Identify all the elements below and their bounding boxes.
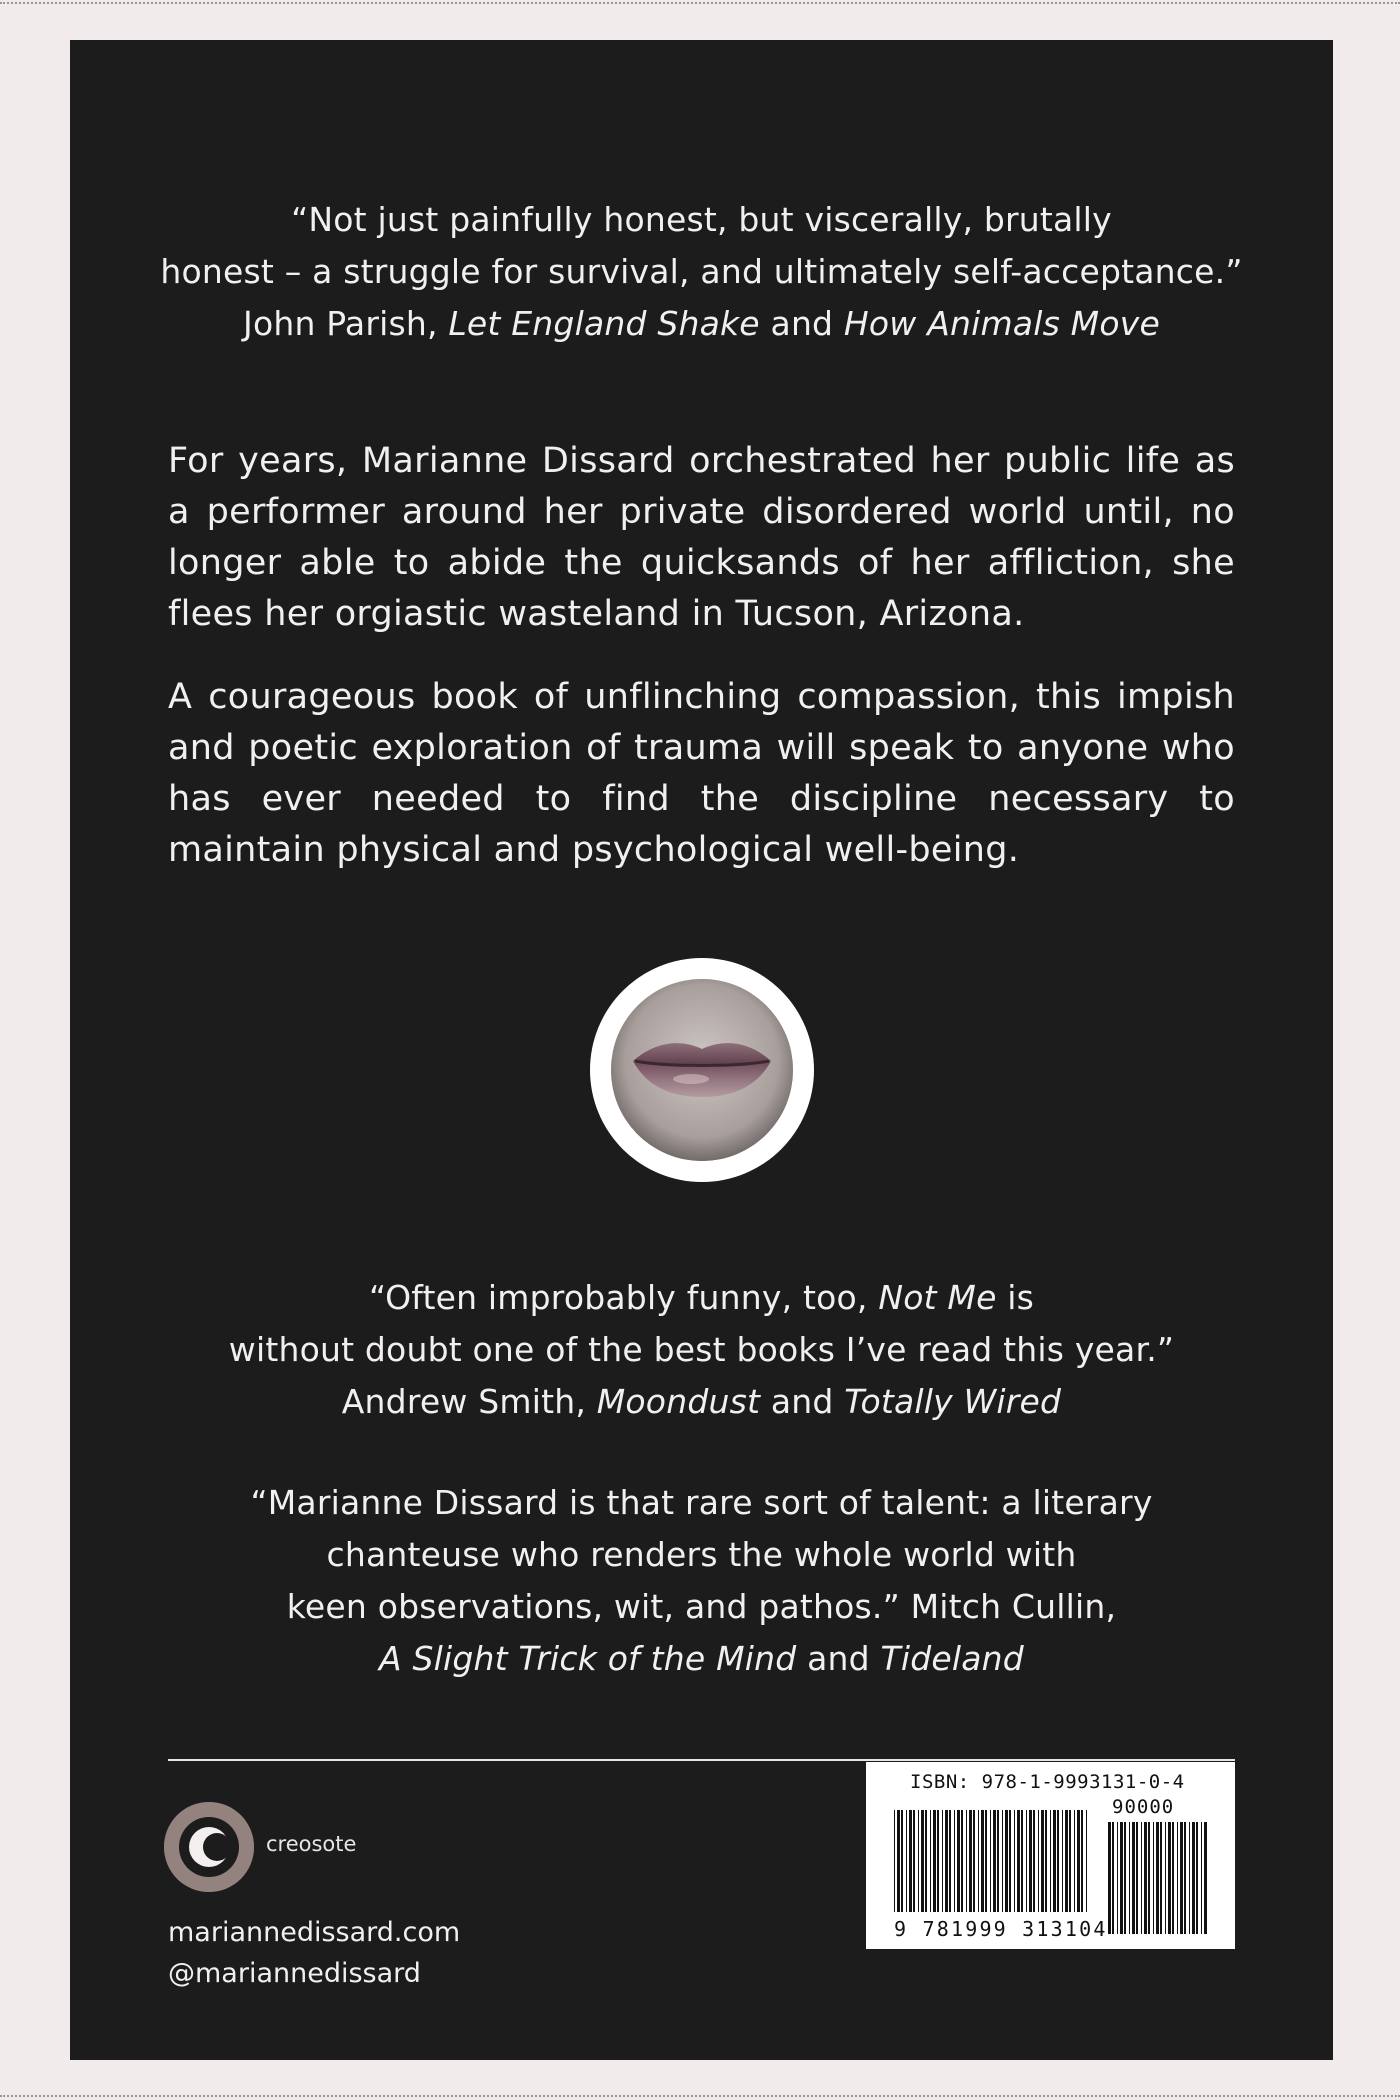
barcode-bar — [1053, 1810, 1056, 1912]
price-addon-number: 90000 — [1112, 1796, 1175, 1818]
logo-mark — [164, 1802, 254, 1892]
quote-line: “Marianne Dissard is that rare sort of talent: a literary — [250, 1483, 1153, 1522]
barcode-bar — [901, 1810, 903, 1912]
quote-john-parish — [70, 194, 1333, 350]
barcode-bar — [1017, 1810, 1020, 1912]
bottom-dotted-border — [0, 2095, 1400, 2097]
barcode-bar — [1002, 1810, 1003, 1912]
blurb-text: A courageous book of unflinching compassion, this impish and poetic exploration of trauma will speak to anyone who has ever needed to find the discipline necessary to maintain physical and psychological well-being. — [168, 677, 1235, 870]
barcode-bar — [942, 1810, 943, 1912]
barcode-bar — [1153, 1822, 1154, 1934]
barcode-bar — [1086, 1810, 1087, 1912]
barcode-bar — [937, 1810, 939, 1912]
barcode-bar — [1081, 1810, 1083, 1912]
website-link[interactable]: mariannedissard.com — [168, 1917, 461, 1948]
isbn-label: ISBN: 978-1-9993131-0-4 — [910, 1771, 1185, 1793]
barcode-bar — [1120, 1822, 1123, 1934]
barcode-bar — [969, 1810, 972, 1912]
barcode-bar — [1026, 1810, 1027, 1912]
attribution-work: Tideland — [880, 1639, 1024, 1678]
barcode-bar — [1168, 1822, 1171, 1934]
barcode-bar — [897, 1810, 900, 1912]
barcode-bar — [1136, 1822, 1138, 1934]
barcode-bar — [1201, 1822, 1202, 1934]
blurb-text: For years, Marianne Dissard orchestrated her public life as a performer around her private disordered world until, no longer able to abide the quicksands of her affliction, she flees her orgiastic wasteland in Tucson, Arizona. — [168, 441, 1235, 634]
quote-line — [70, 1272, 1333, 1324]
publisher-name: creosote — [266, 1832, 357, 1856]
quote-attribution — [70, 298, 1333, 350]
barcode-bar — [1117, 1822, 1118, 1934]
barcode-bar — [921, 1810, 924, 1912]
attribution-work: Let England Shake — [448, 304, 760, 343]
barcode-bar — [1029, 1810, 1032, 1912]
barcode-bar — [1148, 1822, 1150, 1934]
barcode-bar — [1077, 1810, 1080, 1912]
quote-line: keen observations, wit, and pathos.” Mitch Cullin, — [286, 1587, 1117, 1626]
attribution-work: How Animals Move — [843, 304, 1160, 343]
barcode-bar — [957, 1810, 960, 1912]
barcode-bar — [1192, 1822, 1195, 1934]
quote-attribution — [70, 1376, 1333, 1428]
barcode-bar — [909, 1810, 912, 1912]
barcode-bar — [933, 1810, 936, 1912]
author-contact — [168, 1912, 460, 1994]
barcode-bar — [1129, 1822, 1130, 1934]
barcode-bar — [1057, 1810, 1059, 1912]
barcode-bar — [1156, 1822, 1159, 1934]
attribution-work: Totally Wired — [844, 1382, 1062, 1421]
quote-line: chanteuse who renders the whole world with — [326, 1535, 1077, 1574]
barcode-bar — [1065, 1810, 1068, 1912]
barcode-bar — [1204, 1822, 1207, 1934]
barcode-bar — [993, 1810, 996, 1912]
barcode-bar — [1033, 1810, 1035, 1912]
quote-line: “Not just painfully honest, but viscerally, brutally — [291, 200, 1112, 239]
barcode-bar — [949, 1810, 951, 1912]
barcode-bar — [1172, 1822, 1174, 1934]
isbn-barcode — [866, 1762, 1235, 1949]
barcode-bar — [1144, 1822, 1147, 1934]
barcode-bar — [1196, 1822, 1198, 1934]
barcode-bar — [990, 1810, 991, 1912]
barcode-bar — [1177, 1822, 1178, 1934]
quote-line: without doubt one of the best books I’ve read this year.” — [228, 1330, 1175, 1369]
quote-attribution — [70, 1633, 1333, 1685]
top-dotted-border — [0, 2, 1400, 4]
barcode-bar — [1021, 1810, 1023, 1912]
barcode-bar — [925, 1810, 927, 1912]
barcode-bar — [1112, 1822, 1114, 1934]
barcode-bar — [918, 1810, 919, 1912]
barcode-bar — [1124, 1822, 1126, 1934]
barcode-bar — [1132, 1822, 1135, 1934]
barcode-bar — [1184, 1822, 1186, 1934]
barcode-bar — [1041, 1810, 1044, 1912]
barcode-bar — [1069, 1810, 1071, 1912]
lips-illustration — [611, 979, 793, 1161]
barcode-bar — [906, 1810, 907, 1912]
social-handle[interactable]: @mariannedissard — [168, 1958, 421, 1989]
barcode-bar — [961, 1810, 963, 1912]
barcode-bar — [985, 1810, 987, 1912]
back-cover — [70, 40, 1333, 2060]
barcode-bar — [954, 1810, 955, 1912]
barcode-bar — [1180, 1822, 1183, 1934]
barcode-bar — [1074, 1810, 1075, 1912]
quote-line: honest – a struggle for survival, and ultimately self-acceptance.” — [160, 252, 1243, 291]
barcode-bar — [1165, 1822, 1166, 1934]
barcode-bar — [1038, 1810, 1039, 1912]
quote-mitch-cullin — [70, 1477, 1333, 1685]
divider-rule — [168, 1759, 1235, 1761]
book-title: Not Me — [878, 1278, 997, 1317]
attribution-and: and — [796, 1639, 881, 1678]
barcode-bar — [945, 1810, 948, 1912]
barcode-bar — [1160, 1822, 1162, 1934]
barcode-bar — [973, 1810, 975, 1912]
barcode-bar — [913, 1810, 915, 1912]
barcode-bar — [1050, 1810, 1051, 1912]
barcode-bar — [981, 1810, 984, 1912]
barcode-bar — [1045, 1810, 1047, 1912]
quote-text: is — [996, 1278, 1035, 1317]
barcode-bar — [1108, 1822, 1111, 1934]
barcode-bar — [1062, 1810, 1063, 1912]
portrait-image — [611, 979, 793, 1161]
attribution-and: and — [759, 304, 844, 343]
barcode-bar — [894, 1810, 895, 1912]
attribution-name: Andrew Smith, — [341, 1382, 597, 1421]
creosote-logo-icon — [164, 1802, 254, 1892]
ean-digits: 9 781999 313104 — [894, 1917, 1108, 1941]
barcode-bar — [930, 1810, 931, 1912]
quote-text: “Often improbably funny, too, — [368, 1278, 879, 1317]
quote-andrew-smith — [70, 1272, 1333, 1428]
barcode-bar — [1141, 1822, 1142, 1934]
attribution-work: A Slight Trick of the Mind — [379, 1639, 797, 1678]
barcode-bar — [1009, 1810, 1011, 1912]
blurb-paragraph-1 — [168, 436, 1235, 640]
author-lips-portrait — [590, 958, 814, 1182]
attribution-and: and — [760, 1382, 845, 1421]
barcode-bar — [978, 1810, 979, 1912]
barcode-bar — [997, 1810, 999, 1912]
blurb-paragraph-2 — [168, 672, 1235, 876]
barcode-bar — [1189, 1822, 1190, 1934]
barcode-bar — [1014, 1810, 1015, 1912]
attribution-work: Moondust — [596, 1382, 761, 1421]
barcode-bar — [966, 1810, 967, 1912]
attribution-name: John Parish, — [243, 304, 449, 343]
barcode-bar — [1005, 1810, 1008, 1912]
